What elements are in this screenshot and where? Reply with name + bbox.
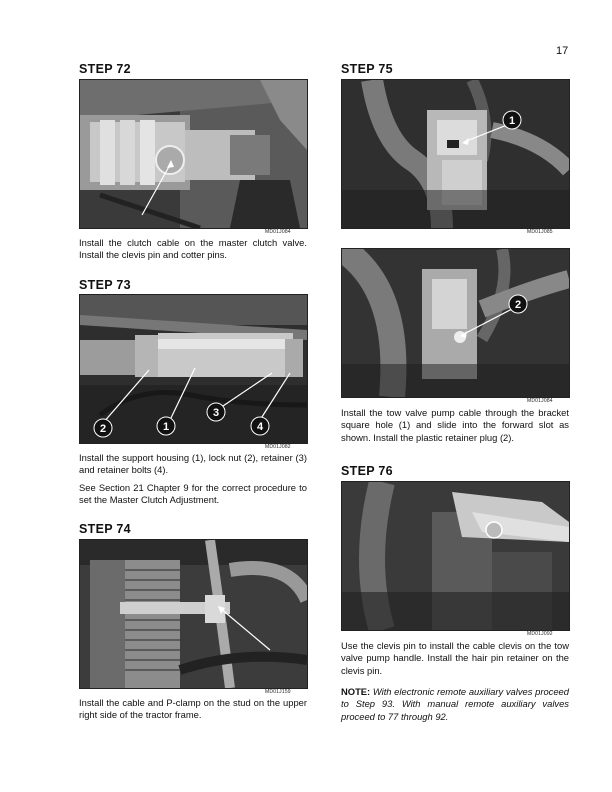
page-number: 17 [556, 45, 569, 57]
step-75-photo-b [341, 248, 570, 398]
step-75-callout-1: 1 [508, 115, 516, 127]
step-73-photo [79, 294, 308, 444]
step-76-photo [341, 481, 570, 631]
step-73-callout-2: 2 [99, 423, 107, 435]
step-72-photo-id: MD01J084 [265, 229, 291, 235]
step-74-photo [79, 539, 308, 689]
step-72-caption: Install the clutch cable on the master clutch valve. Install the clevis pin and cotter pins. [79, 237, 307, 261]
step-73-callout-1: 1 [162, 421, 170, 433]
step-74-photo-id: MD01J159 [265, 689, 291, 695]
step-76-title: STEP 76 [341, 464, 393, 478]
step-73-title: STEP 73 [79, 278, 131, 292]
step-76-caption: Use the clevis pin to install the cable clevis on the tow valve pump handle. Install the hair pin retainer on the clevis pin. [341, 640, 569, 676]
step-74-title: STEP 74 [79, 522, 131, 536]
step-75-callout-2: 2 [514, 299, 522, 311]
note [341, 686, 569, 723]
step-73-caption: Install the support housing (1), lock nut (2), retainer (3) and retainer bolts (4). [79, 452, 307, 476]
step-73-photo-id: MD01J082 [265, 444, 291, 450]
step-76-photo-id: MD01J092 [527, 631, 553, 637]
step-74-caption: Install the cable and P-clamp on the stud on the upper right side of the tractor frame. [79, 697, 307, 721]
note-text: With electronic remote auxiliary valves proceed to Step 93. With manual remote auxiliary valves proceed to 77 through 92. [341, 686, 569, 722]
step-75-title: STEP 75 [341, 62, 393, 76]
step-75-caption: Install the tow valve pump cable through the bracket square hole (1) and slide into the forward slot as shown. Install the plastic retainer plug (2). [341, 407, 569, 443]
step-75-photo-a [341, 79, 570, 229]
step-73-callout-3: 3 [212, 407, 220, 419]
step-73-caption-2: See Section 21 Chapter 9 for the correct procedure to set the Master Clutch Adjustment. [79, 482, 307, 506]
step-73-callout-4: 4 [256, 421, 264, 433]
step-72-title: STEP 72 [79, 62, 131, 76]
step-75-photo-id-a: MD01J085 [527, 229, 553, 235]
step-72-photo [79, 79, 308, 229]
note-label: NOTE: [341, 686, 371, 697]
step-75-photo-id-b: MD01J084 [527, 398, 553, 404]
